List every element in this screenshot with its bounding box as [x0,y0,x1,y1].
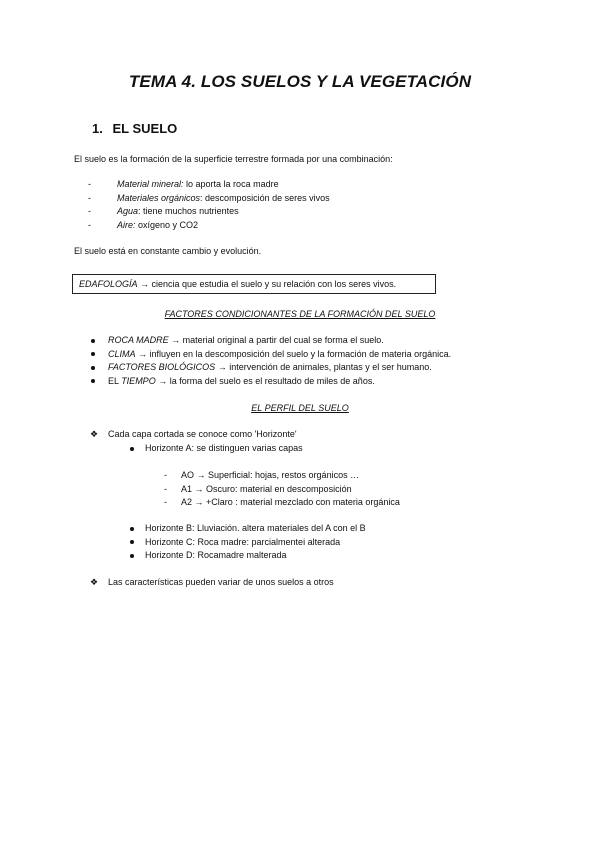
section-label: EL SUELO [112,121,178,136]
item-desc: : descomposición de seres vivos [200,192,330,203]
factor-desc: → la forma del suelo es el resultado de miles de años. [155,375,375,386]
list-item [117,178,330,192]
definition-term: EDAFOLOGÍA [79,279,138,289]
list-item: - A1 → Oscuro: material en descomposición [181,483,400,497]
profile-heading: EL PERFIL DEL SUELO [251,403,349,413]
diamond-bullet-icon: ❖ [90,577,99,587]
profile-closing-item [90,576,334,590]
soil-components-list [117,178,330,232]
section-number: 1. [92,121,103,136]
profile-closing: Las características pueden variar de unos suelos a otros [108,577,334,587]
diamond-bullet-icon: ❖ [90,429,99,439]
item-desc: oxígeno y CO2 [135,219,199,230]
profile-intro-item [90,428,297,442]
factor-term: FACTORES BIOLÓGICOS [108,362,216,372]
item-term: Materiales orgánicos [117,192,201,203]
list-item: Horizonte B: Lluviación. altera materiales del A con el B [145,522,366,536]
section-heading [92,121,177,136]
horizons-list [145,522,366,563]
factor-term: ROCA MADRE [108,335,169,345]
list-item [108,361,451,375]
horizon-a-list [145,442,303,456]
list-item: - A2 → +Claro : material mezclado con materia orgánica [181,496,400,510]
intro-paragraph: El suelo es la formación de la superficie terrestre formada por una combinación: [74,154,393,164]
list-item: - AO → Superficial: hojas, restos orgánicos … [181,469,400,483]
list-item [108,334,451,348]
factor-desc: → material original a partir del cual se forma el suelo. [168,335,384,345]
list-item: Horizonte C: Roca madre: parcialmentei alterada [145,536,366,550]
item-desc: : tiene muchos nutrientes [138,206,239,216]
item-term: Material mineral: [117,179,184,189]
definition-box [72,274,436,294]
list-item [117,219,330,233]
item-desc: lo aporta la roca madre [183,179,279,189]
item-term: Aire: [117,219,136,230]
profile-intro: Cada capa cortada se conoce como 'Horizonte' [108,429,297,439]
page-title: TEMA 4. LOS SUELOS Y LA VEGETACIÓN [128,72,472,91]
list-item [108,348,451,362]
list-item: EL TIEMPO → la forma del suelo es el resultado de miles de años. [108,375,451,389]
item-term: Agua [117,206,139,216]
sublayers-list [181,469,400,510]
factor-desc: → influyen en la descomposición del suelo y la formación de materia orgánica. [135,348,452,359]
factors-heading: FACTORES CONDICIONANTES DE LA FORMACIÓN DEL SUELO [164,309,436,319]
factor-term: TIEMPO [121,375,156,386]
list-item [117,192,330,206]
list-item [117,205,330,219]
definition-desc: → ciencia que estudia el suelo y su relación con los seres vivos. [137,279,397,289]
list-item: Horizonte A: se distinguen varias capas [145,442,303,456]
factor-term: CLIMA [108,348,136,359]
list-item: Horizonte D: Rocamadre malterada [145,549,366,563]
factor-desc: → intervención de animales, plantas y el ser humano. [215,362,432,372]
factors-list [108,334,451,388]
evolution-paragraph: El suelo está en constante cambio y evolución. [74,246,262,256]
